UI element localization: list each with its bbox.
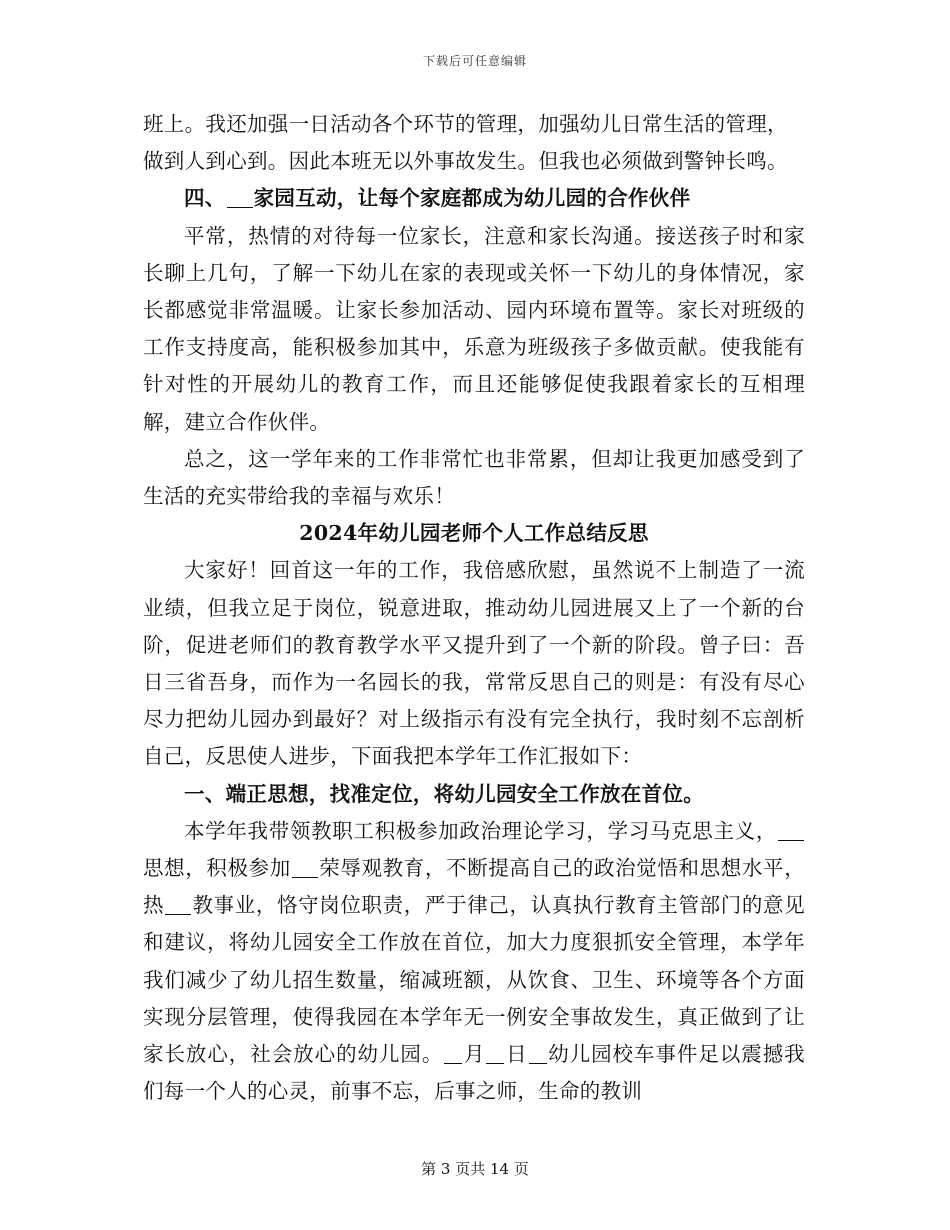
fill-blank [444, 1043, 462, 1065]
document-title: 2024年幼儿园老师个人工作总结反思 [299, 521, 649, 546]
text-run: 日 [505, 1042, 528, 1067]
paragraph-parents: 平常，热情的对待每一位家长，注意和家长沟通。接送孩子时和家长聊上几句，了解一下幼儿在家的表现或关怀一下幼儿的身体情况，家长都感觉非常温暖。让家长参加活动、园内环境布置等。家长对班级的工作支持度高，能积极参加其中，乐意为班级孩子多做贡献。使我能有针对性的开展幼儿的教育工作，而且还能够促使我跟着家长的互相理解，建立合作伙伴。 [143, 223, 805, 434]
heading-text: 家园互动，让每个家庭都成为幼儿园的合作伙伴 [253, 186, 691, 211]
fill-blank [292, 857, 318, 879]
paragraph-intro: 大家好！回首这一年的工作，我倍感欣慰，虽然说不上制造了一流业绩，但我立足于岗位，锐意进取，推动幼儿园进展又上了一个新的台阶，促进老师们的教育教学水平又提升到了一个新的阶段。曾子曰：吾日三省吾身，而作为一名园长的我，常常反思自己的则是：有没有尽心尽力把幼儿园办到最好？对上级指示有没有完全执行，我时刻不忘剖析自己，反思使人进步，下面我把本学年工作汇报如下： [143, 558, 805, 769]
text-run: 幼儿园校车事件足以震撼我们每一个人的心灵，前事不忘，后事之师，生命的教训 [143, 1042, 805, 1104]
heading-number: 四、 [184, 186, 226, 211]
text-run: 教事业，恪守岗位职责，严于律己，认真执行教育主管部门的意见和建议，将幼儿园安全工作放在首位，加大力度狠抓安全管理，本学年我们减少了幼儿招生数量，缩减班额，从饮食、卫生、环境等各个方面实现分层管理，使得我园在本学年无一例安全事故发生，真正做到了让家长放心，社会放心的幼儿园。 [143, 893, 805, 1067]
text-run: 思想，积极参加 [143, 856, 291, 881]
document-body [143, 106, 805, 1110]
section-heading-1: 一、端正思想，找准定位，将幼儿园安全工作放在首位。 [184, 781, 704, 806]
fill-blank [778, 819, 804, 841]
fill-blank [227, 187, 253, 209]
text-run: 月 [463, 1042, 486, 1067]
fill-blank [165, 894, 191, 916]
text-line: 做到人到心到。因此本班无以外事故发生。但我也必须做到警钟长鸣。 [143, 149, 788, 174]
fill-blank [529, 1043, 547, 1065]
text-run: 荣辱观教育，不断提高自己的政治觉悟和思想水平，热 [143, 856, 805, 918]
page-number: 第 3 页共 14 页 [421, 1160, 529, 1178]
paragraph-continued [143, 106, 805, 180]
paragraph-safety [143, 813, 805, 1111]
text-line: 班上。我还加强一日活动各个环节的管理，加强幼儿日常生活的管理， [143, 112, 788, 136]
fill-blank [486, 1043, 504, 1065]
section-heading-4 [143, 180, 805, 217]
paragraph-conclusion: 总之，这一学年来的工作非常忙也非常累，但却让我更加感受到了生活的充实带给我的幸福与欢乐！ [143, 446, 805, 509]
text-run: 本学年我带领教职工积极参加政治理论学习，学习马克思主义， [184, 818, 777, 843]
header-note: 下载后可任意编辑 [422, 54, 527, 68]
